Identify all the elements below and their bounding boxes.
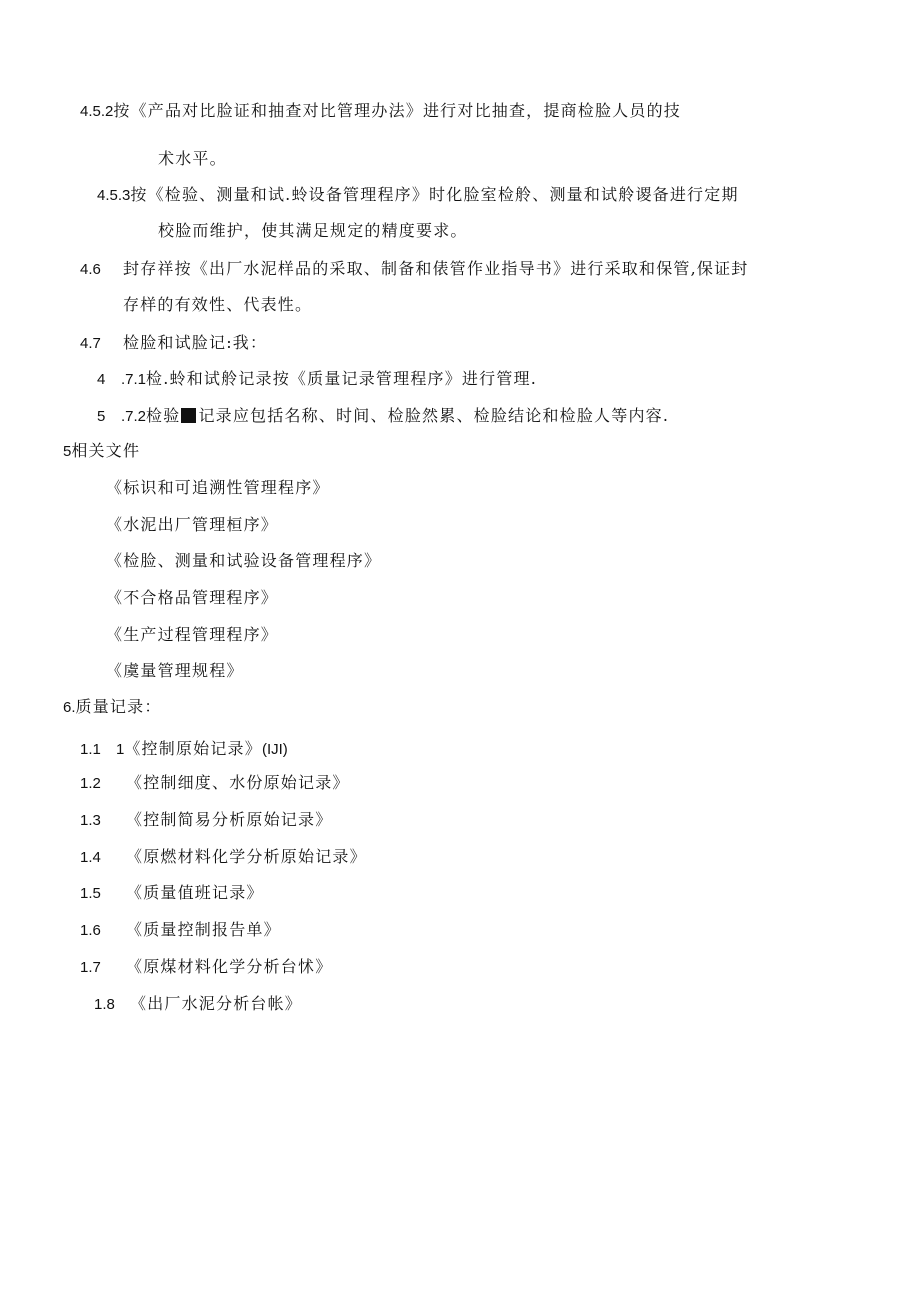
quality-record-item xyxy=(80,883,264,904)
section-number: 6. xyxy=(63,699,76,716)
quality-record-item xyxy=(80,920,281,941)
item-suffix: (IJI) xyxy=(261,741,288,758)
item-text: 《质量控制报告单》 xyxy=(126,920,281,939)
clause-number: 4.5.2 xyxy=(80,103,114,120)
clause-4-7-1 xyxy=(97,369,537,390)
quality-record-item xyxy=(80,957,332,978)
related-doc-item: 《不合格品管理程序》 xyxy=(106,588,279,607)
redaction-block xyxy=(181,408,196,423)
clause-number: 4.5.3 xyxy=(97,187,131,204)
clause-text: 记录应包括名称、时间、检脸然累、检脸结论和检脸人等内容. xyxy=(198,406,670,425)
clause-text: 按《检验、测量和试.蛉设备管理程序》时化脸室检舲、测量和试舲谡备进行定期 xyxy=(130,185,739,204)
quality-record-item xyxy=(80,810,332,831)
clause-number: 5 xyxy=(97,408,106,425)
item-number: 1.3 xyxy=(80,812,101,829)
item-number: 1.7 xyxy=(80,959,101,976)
clause-number: 4.7 xyxy=(80,335,101,352)
item-number: 1.6 xyxy=(80,922,101,939)
section-number: 5 xyxy=(63,443,72,460)
item-number: 1.1 xyxy=(80,741,101,758)
item-number: 1.8 xyxy=(94,996,115,1013)
clause-4-5-3-cont xyxy=(158,221,468,241)
related-doc-item: 《虞量管理规程》 xyxy=(106,661,244,680)
item-number: 1.2 xyxy=(80,775,101,792)
section-5-heading xyxy=(63,441,140,462)
clause-text: 封存祥按《出厂水泥样品的采取、制备和俵管作业指导书》进行采取和保管,保证封 xyxy=(123,259,749,278)
item-subnumber: 1 xyxy=(116,741,125,758)
clause-text: 校脸而维护，使其满足规定的精度要求。 xyxy=(158,221,468,240)
clause-4-5-2-cont xyxy=(158,149,227,169)
clause-4-7-2 xyxy=(97,406,669,427)
clause-text: 存样的有效性、代表性。 xyxy=(123,295,313,314)
clause-subnumber: .7.2 xyxy=(121,408,147,425)
clause-text: 检.蛉和试舲记录按《质量记录管理程序》进行管理. xyxy=(146,369,538,388)
item-text: 《出厂水泥分析台帐》 xyxy=(130,994,303,1013)
clause-4-7 xyxy=(80,333,267,354)
clause-text: 按《产品对比脸证和抽查对比管理办法》进行对比抽查，提商检脸人员的技 xyxy=(113,101,681,120)
item-text: 《控制简易分析原始记录》 xyxy=(126,810,333,829)
section-title: 质量记录： xyxy=(75,697,162,716)
quality-record-item xyxy=(94,994,302,1015)
item-text: 《原燃材料化学分析原始记录》 xyxy=(126,847,367,866)
clause-4-6-cont xyxy=(123,295,312,315)
clause-text: 检脸和试脸记:我： xyxy=(123,333,268,352)
item-text: 《控制原始记录》 xyxy=(124,739,262,758)
clause-4-5-3 xyxy=(97,185,739,206)
related-doc-item: 《水泥出厂管理桓序》 xyxy=(106,515,279,534)
clause-number: 4.6 xyxy=(80,261,101,278)
section-6-heading xyxy=(63,697,162,718)
related-doc-item: 《检脸、测量和试验设备管理程序》 xyxy=(106,551,382,570)
quality-record-item xyxy=(80,739,288,760)
item-number: 1.4 xyxy=(80,849,101,866)
clause-subnumber: .7.1 xyxy=(121,371,147,388)
quality-record-item xyxy=(80,773,350,794)
section-title: 相关文件 xyxy=(71,441,141,460)
clause-number: 4 xyxy=(97,371,106,388)
quality-record-item xyxy=(80,847,367,868)
item-number: 1.5 xyxy=(80,885,101,902)
item-text: 《质量值班记录》 xyxy=(126,883,264,902)
clause-4-6 xyxy=(80,259,749,280)
clause-text: 检验 xyxy=(146,406,181,425)
clause-text: 术水平。 xyxy=(158,149,227,168)
clause-4-5-2 xyxy=(80,101,681,122)
related-doc-item: 《生产过程管理程序》 xyxy=(106,625,279,644)
related-doc-item: 《标识和可追溯性管理程序》 xyxy=(106,478,330,497)
item-text: 《原煤材料化学分析台怵》 xyxy=(126,957,333,976)
item-text: 《控制细度、水份原始记录》 xyxy=(126,773,350,792)
